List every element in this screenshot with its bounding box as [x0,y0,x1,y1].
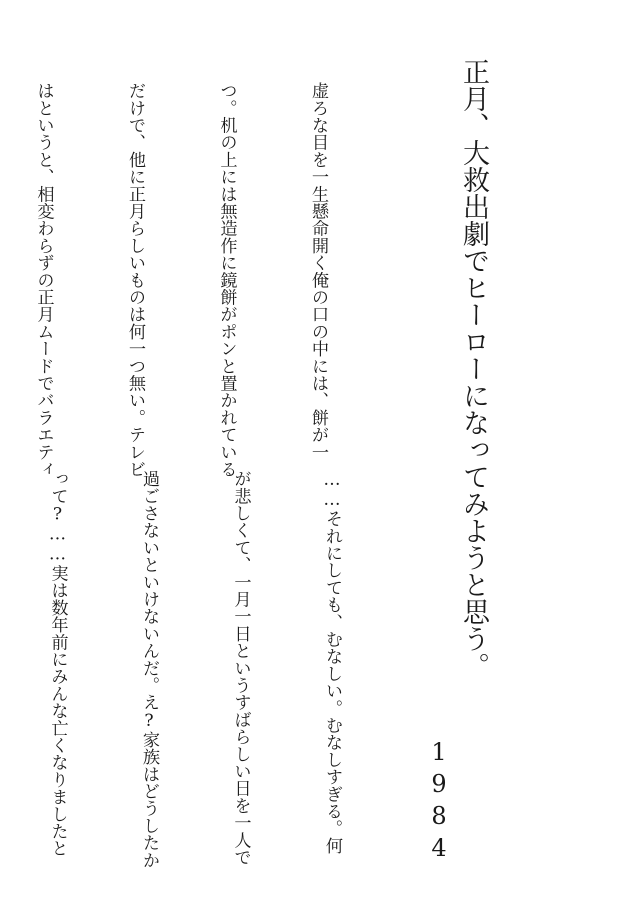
year-label: 1984 [425,738,453,866]
text-line: ……それにしても、むなしい。むなしすぎる。何 [322,470,342,854]
story-title: 正月、大救出劇でヒーローになってみようと思う。 [458,58,489,679]
text-line: が悲しくて、一月一日というすばらしい日を一人で [230,470,251,866]
text-column-lower [0,470,408,869]
text-line: って?……実は数年前にみんな亡くなりましたと [47,470,68,857]
text-line: だけで、他に正月らしいものは何一つ無い。テレビ [125,82,145,478]
text-column-upper [0,82,394,478]
text-line: 過ごさないといけないんだ。え?家族はどうしたか [139,470,159,869]
text-line: つ。机の上には無造作に鏡餅がポンと置かれている [216,82,237,478]
text-line: はというと、相変わらずの正月ムードでバラエティ [33,82,54,478]
text-line: 虚ろな目を一生懸命開く俺の口の中には、餅が一 [308,82,328,461]
